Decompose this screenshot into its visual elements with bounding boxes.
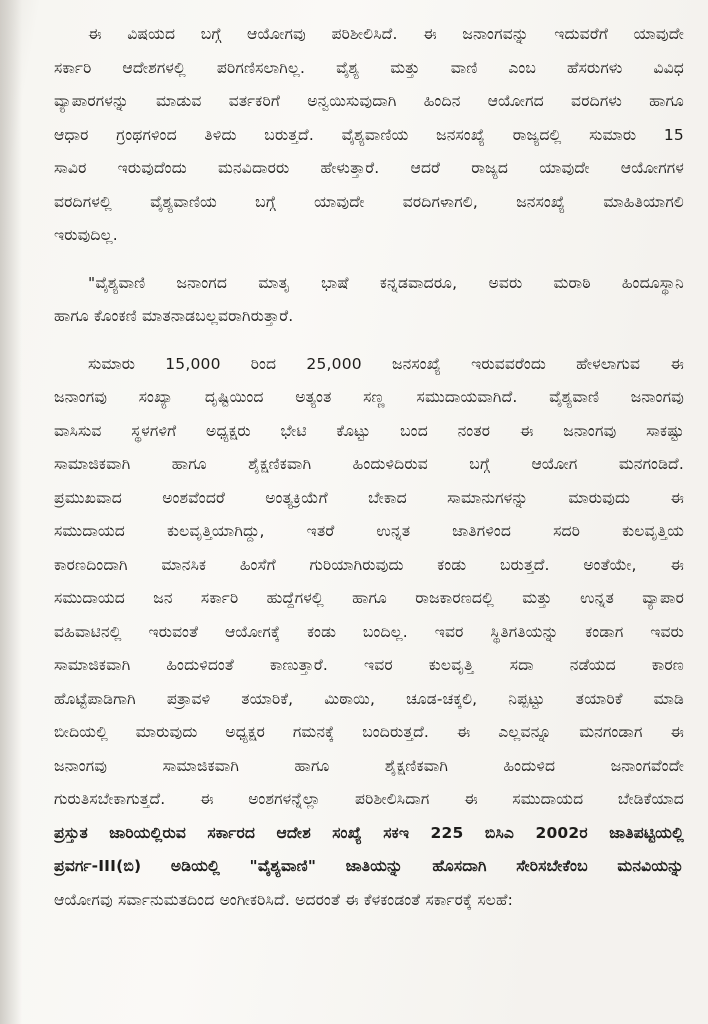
text-line: ಗುರುತಿಸಬೇಕಾಗುತ್ತದೆ. ಈ ಅಂಶಗಳನ್ನೆಲ್ಲಾ ಪರಿಶೀಲಿಸಿದಾಗ ಈ ಸಮುದಾಯದ ಬೇಡಿಕೆಯಾದ <box>54 790 684 808</box>
text-line: ಆಧಾರ ಗ್ರಂಥಗಳಿಂದ ತಿಳಿದು ಬರುತ್ತದೆ. ವೈಶ್ಯವಾಣಿಯ ಜನಸಂಖ್ಯೆ ರಾಜ್ಯದಲ್ಲಿ ಸುಮಾರು 15 <box>54 125 684 144</box>
document-body <box>54 18 684 917</box>
text-line: ಪ್ರಸ್ತುತ ಜಾರಿಯಲ್ಲಿರುವ ಸರ್ಕಾರದ ಆದೇಶ ಸಂಖ್ಯೆ ಸಕಇ 225 ಬಿಸಿಎ 2002ರ ಜಾತಿಪಟ್ಟಿಯಲ್ಲಿ <box>54 823 684 842</box>
text-line: ಸರ್ಕಾರಿ ಆದೇಶಗಳಲ್ಲಿ ಪರಿಗಣಿಸಲಾಗಿಲ್ಲ. ವೈಶ್ಯ ಮತ್ತು ವಾಣಿ ಎಂಬ ಹೆಸರುಗಳು ವಿವಿಧ <box>54 58 684 77</box>
text-line: ಜನಾಂಗವು ಸಾಮಾಜಿಕವಾಗಿ ಹಾಗೂ ಶೈಕ್ಷಣಿಕವಾಗಿ ಹಿಂದುಳಿದ ಜನಾಂಗವೆಂದೇ <box>54 756 684 775</box>
text-line: ವ್ಯಾಪಾರಗಳನ್ನು ಮಾಡುವ ವರ್ತಕರಿಗೆ ಅನ್ವಯಿಸುವುದಾಗಿ ಹಿಂದಿನ ಆಯೋಗದ ವರದಿಗಳು ಹಾಗೂ <box>54 92 684 110</box>
text-line: ವಹಿವಾಟಿನಲ್ಲಿ ಇರುವಂತೆ ಆಯೋಗಕ್ಕೆ ಕಂಡು ಬಂದಿಲ್ಲ. ಇವರ ಸ್ಥಿತಿಗತಿಯನ್ನು ಕಂಡಾಗ ಇವರು <box>54 622 684 641</box>
text-line: ಹೊಟ್ಟೆಪಾಡಿಗಾಗಿ ಪತ್ರಾವಳಿ ತಯಾರಿಕೆ, ಮಿಠಾಯಿ, ಚೂಡ-ಚಕ್ಕಲಿ, ನಿಪ್ಪಟ್ಟು ತಯಾರಿಕೆ ಮಾಡಿ <box>54 689 684 708</box>
text-line: ಬೀದಿಯಲ್ಲಿ ಮಾರುವುದು ಅಧ್ಯಕ್ಷರ ಗಮನಕ್ಕೆ ಬಂದಿರುತ್ತದೆ. ಈ ಎಲ್ಲವನ್ನೂ ಮನಗಂಡಾಗ ಈ <box>54 723 684 741</box>
text-line: ಸುಮಾರು 15,000 ರಿಂದ 25,000 ಜನಸಂಖ್ಯೆ ಇರುವವರೆಂದು ಹೇಳಲಾಗುವ ಈ <box>88 354 684 373</box>
page-edge-shadow <box>0 0 22 1024</box>
text-line: ವಾಸಿಸುವ ಸ್ಥಳಗಳಿಗೆ ಅಧ್ಯಕ್ಷರು ಭೇಟಿ ಕೊಟ್ಟು ಬಂದ ನಂತರ ಈ ಜನಾಂಗವು ಸಾಕಷ್ಟು <box>54 421 684 440</box>
text-line: ವರದಿಗಳಲ್ಲಿ ವೈಶ್ಯವಾಣಿಯ ಬಗ್ಗೆ ಯಾವುದೇ ವರದಿಗಳಾಗಲಿ, ಜನಸಂಖ್ಯೆ ಮಾಹಿತಿಯಾಗಲಿ <box>54 192 684 211</box>
paragraph-2 <box>54 267 684 334</box>
text-line: ಈ ವಿಷಯದ ಬಗ್ಗೆ ಆಯೋಗವು ಪರಿಶೀಲಿಸಿದೆ. ಈ ಜನಾಂಗವನ್ನು ಇದುವರೆಗೆ ಯಾವುದೇ <box>88 25 684 43</box>
paragraph-gap <box>54 253 684 267</box>
text-line: "ವೈಶ್ಯವಾಣಿ ಜನಾಂಗದ ಮಾತೃ ಭಾಷೆ ಕನ್ನಡವಾದರೂ, ಅವರು ಮರಾಠಿ ಹಿಂದೂಸ್ಥಾನಿ <box>88 273 684 292</box>
text-line: ಇರುವುದಿಲ್ಲ. <box>54 226 118 244</box>
text-line: ಪ್ರಮುಖವಾದ ಅಂಶವೆಂದರೆ ಅಂತ್ಯಕ್ರಿಯೆಗೆ ಬೇಕಾದ ಸಾಮಾನುಗಳನ್ನು ಮಾರುವುದು ಈ <box>54 488 684 507</box>
text-line: ಹಾಗೂ ಕೊಂಕಣಿ ಮಾತನಾಡಬಲ್ಲವರಾಗಿರುತ್ತಾರೆ. <box>54 307 294 325</box>
text-line: ಸಾಮಾಜಿಕವಾಗಿ ಹಿಂದುಳಿದಂತೆ ಕಾಣುತ್ತಾರೆ. ಇವರ ಕುಲವೃತ್ತಿ ಸದಾ ನಡೆಯದ ಕಾರಣ <box>54 656 684 674</box>
text-line: ಪ್ರವರ್ಗ-III(ಬಿ) ಅಡಿಯಲ್ಲಿ "ವೈಶ್ಯವಾಣಿ" ಜಾತಿಯನ್ನು ಹೊಸದಾಗಿ ಸೇರಿಸಬೇಕೆಂಬ ಮನವಿಯನ್ನು <box>54 857 684 875</box>
text-line: ಸಮುದಾಯದ ಕುಲವೃತ್ತಿಯಾಗಿದ್ದು, ಇತರೆ ಉನ್ನತ ಜಾತಿಗಳಿಂದ ಸದರಿ ಕುಲವೃತ್ತಿಯ <box>54 522 684 540</box>
text-line: ಕಾರಣದಿಂದಾಗಿ ಮಾನಸಿಕ ಹಿಂಸೆಗೆ ಗುರಿಯಾಗಿರುವುದು ಕಂಡು ಬರುತ್ತದೆ. ಅಂತೆಯೇ, ಈ <box>54 555 684 574</box>
paragraph-3 <box>54 348 684 918</box>
text-line: ಆಯೋಗವು ಸರ್ವಾನುಮತದಿಂದ ಅಂಗೀಕರಿಸಿದೆ. ಅದರಂತೆ ಈ ಕೆಳಕಂಡಂತೆ ಸರ್ಕಾರಕ್ಕೆ ಸಲಹೆ: <box>54 890 514 909</box>
text-line: ಸಾಮಾಜಿಕವಾಗಿ ಹಾಗೂ ಶೈಕ್ಷಣಿಕವಾಗಿ ಹಿಂದುಳಿದಿರುವ ಬಗ್ಗೆ ಆಯೋಗ ಮನಗಂಡಿದೆ. <box>54 455 684 473</box>
paragraph-gap <box>54 334 684 348</box>
text-line: ಸಾವಿರ ಇರುವುದೆಂದು ಮನವಿದಾರರು ಹೇಳುತ್ತಾರೆ. ಆದರೆ ರಾಜ್ಯದ ಯಾವುದೇ ಆಯೋಗಗಳ <box>54 159 684 177</box>
paragraph-1 <box>54 18 684 253</box>
text-line: ಜನಾಂಗವು ಸಂಖ್ಯಾ ದೃಷ್ಟಿಯಿಂದ ಅತ್ಯಂತ ಸಣ್ಣ ಸಮುದಾಯವಾಗಿದೆ. ವೈಶ್ಯವಾಣಿ ಜನಾಂಗವು <box>54 388 684 406</box>
text-line: ಸಮುದಾಯದ ಜನ ಸರ್ಕಾರಿ ಹುದ್ದೆಗಳಲ್ಲಿ ಹಾಗೂ ರಾಜಕಾರಣದಲ್ಲಿ ಮತ್ತು ಉನ್ನತ ವ್ಯಾಪಾರ <box>54 589 684 607</box>
